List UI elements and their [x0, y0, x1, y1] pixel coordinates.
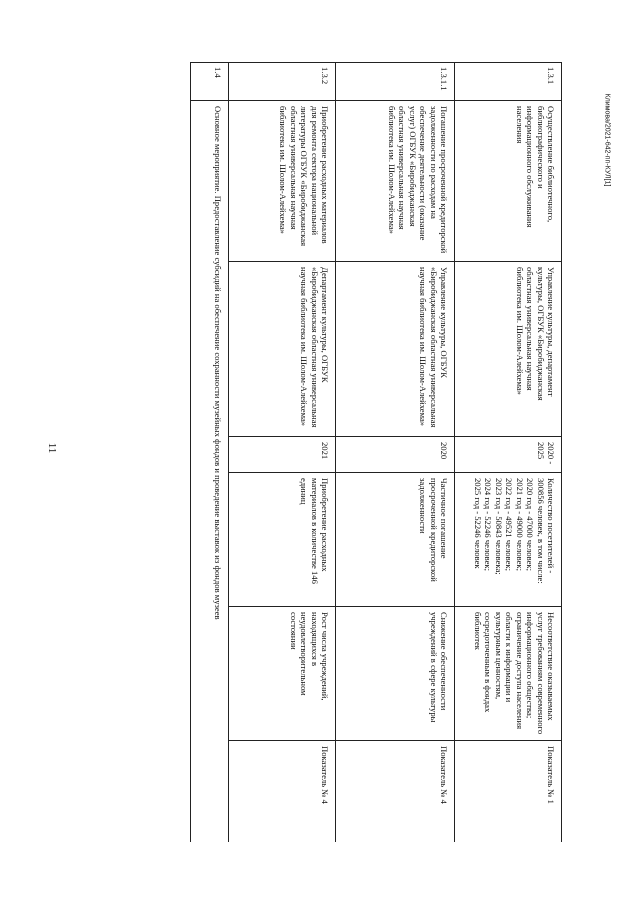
table-body [191, 63, 562, 843]
period-cell: 2021 [229, 437, 336, 473]
table-row [229, 63, 336, 843]
result-cell [229, 473, 336, 607]
indicator-cell: Показатель № 4 [229, 741, 336, 843]
row-number-cell: 1.3.1 [455, 63, 562, 101]
main-activity-cell: Основное мероприятие. Предоставление субсидий на обеспечение сохранности музейных фондов и проведение выставок из фондов музеев [191, 101, 229, 843]
indicator-cell: Показатель № 4 [336, 741, 455, 843]
activity-cell: Погашение просроченной кредиторской задолженности по расходам на обеспечение деятельности (оказание услуг) ОГБУК «Биробиджанская областная универсальная научная библиотека им. Шолом-Алейхема» [336, 101, 455, 262]
indicator-cell: Показатель № 1 [455, 741, 562, 843]
consequences-cell: Несоответствие оказываемых услуг требованиям современного информационного общества; ограничение доступа населения области к информации и культурным ценностям, сосредоточенным в фондах библиотек [455, 607, 562, 741]
result-line: Количество посетителей - 300856 человек, в том числе: [535, 478, 556, 584]
table-row [336, 63, 455, 843]
result-line: 2020 год - 47000 человек; [525, 478, 536, 571]
program-activities-table [190, 62, 562, 842]
result-line: 2024 год - 52246 человек; [483, 478, 494, 571]
table-row [455, 63, 562, 843]
result-line: Частичное погашение просроченной кредиторской задолженности [418, 478, 449, 582]
rotated-table-region [70, 62, 562, 842]
activity-cell: Приобретение расходных материалов для ремонта сектора национальной литературы ОГБУК «Биробиджанская областная универсальная научная библиотека им. Шолом-Алейхема» [229, 101, 336, 262]
result-line: 2022 год - 49521 человек; [504, 478, 515, 571]
row-number-cell: 1.3.2 [229, 63, 336, 101]
result-line: Приобретение расходных материалов в количестве 146 единиц [299, 478, 330, 584]
executor-cell: Управление культуры, департамент культуры, ОГБУК «Биробиджанская областная универсальная научная библиотека им. Шолом-Алейхема» [455, 262, 562, 437]
period-cell: 2020 - 2025 [455, 437, 562, 473]
row-number-cell: 1.4 [191, 63, 229, 101]
consequences-cell: Снижение обеспеченности учреждений в сфере культуры [336, 607, 455, 741]
executor-cell: Управление культуры, ОГБУК «Биробиджанская областная универсальная научная библиотека им. Шолом-Алейхема» [336, 262, 455, 437]
page-number: 11 [46, 442, 58, 454]
activity-cell: Осуществление библиотечного, библиографического и информационного обслуживания населения [455, 101, 562, 262]
row-number-cell: 1.3.1.1 [336, 63, 455, 101]
result-line: 2025 год - 52246 человек [472, 478, 483, 569]
period-cell: 2020 [336, 437, 455, 473]
consequences-cell: Рост числа учреждений, находящихся в неудовлетворительном состоянии [229, 607, 336, 741]
file-reference: Климова/2021-642-пп-КУЛ[1] [603, 93, 611, 187]
result-cell [455, 473, 562, 607]
result-line: 2021 год - 49000 человек; [514, 478, 525, 571]
result-cell [336, 473, 455, 607]
table-row-main-activity [191, 63, 229, 843]
landscape-page-content [70, 62, 562, 842]
result-line: 2023 год - 50843 человека; [493, 478, 504, 575]
executor-cell: Департамент культуры, ОГБУК «Биробиджанская областная универсальная научная библиотека им. Шолом-Алейхема» [229, 262, 336, 437]
